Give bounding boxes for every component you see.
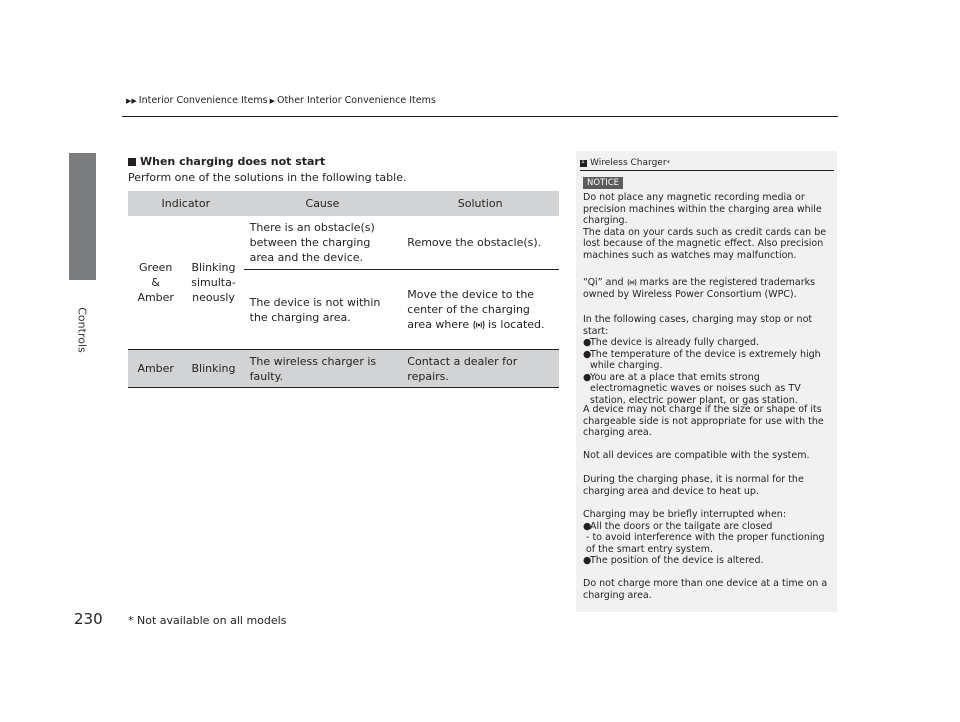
breadcrumb-arrow-icon: ▶▶	[126, 96, 137, 105]
header-cause: Cause	[244, 191, 402, 216]
cause-cell: The device is not within the charging area.	[249, 295, 381, 324]
compatibility-note: Not all devices are compatible with the system.	[583, 450, 810, 461]
cause-cell: The wireless charger is faulty.	[244, 350, 402, 388]
table-row	[128, 216, 559, 270]
square-bullet-icon	[128, 158, 136, 166]
solution-cell: Move the device to the center of the charging area where is located.	[407, 288, 545, 331]
section-title: When charging does not start	[140, 155, 326, 168]
size-note: A device may not charge if the size or shape of its chargeable side is not appropriate for use with the charging area.	[583, 404, 824, 438]
page-number: 230	[74, 610, 103, 628]
section-intro: Perform one of the solutions in the following table.	[128, 171, 407, 184]
sidebar-heading: 1 Wireless Charger *	[580, 158, 670, 168]
solutions-table	[128, 191, 559, 388]
qi-mark-icon	[627, 277, 637, 288]
interruption-list: Charging may be briefly interrupted when: ● All the doors or the tailgate are closed - to avoid interference with the proper functioning of the smart entry system. ● The position of the device is altered.	[583, 509, 833, 567]
header-divider	[122, 116, 838, 117]
section-heading	[128, 155, 325, 168]
sidebar-divider	[580, 170, 834, 171]
header-indicator: Indicator	[128, 191, 244, 216]
reference-marker-icon	[580, 160, 587, 167]
list-item: ● You are at a place that emits strong electromagnetic waves or noises such as TV station, electric power plant, or gas station.	[583, 371, 801, 406]
breadcrumb	[124, 95, 436, 106]
cause-cell: There is an obstacle(s) between the charging area and the device.	[244, 216, 402, 270]
breadcrumb-item-interior[interactable]: Interior Convenience Items	[138, 95, 268, 106]
list-item: ● The position of the device is altered.	[583, 555, 764, 566]
solution-cell: Remove the obstacle(s).	[401, 216, 559, 270]
charging-stop-list: In the following cases, charging may stop or not start: ● The device is already fully charged. ● The temperature of the device is extremely high while charging. ● You are at a place that emits strong electromagnetic waves or noises such as TV station, electric power plant, or gas station.	[583, 314, 833, 406]
list-item: ● The device is already fully charged.	[583, 337, 760, 348]
table-header-row	[128, 191, 559, 216]
indicator-color-cell: Amber	[128, 350, 183, 388]
list-item: ● All the doors or the tailgate are closed	[583, 520, 773, 532]
chapter-label: Controls	[75, 307, 89, 353]
breadcrumb-arrow-icon: ▶	[269, 96, 275, 105]
notice-text: Do not place any magnetic recording media or precision machines within the charging area while charging. The data on your cards such as credit cards can be lost because of the magnetic effect. Also precision machines such as watches may malfunction.	[583, 192, 827, 261]
list-item: ● The temperature of the device is extremely high while charging.	[583, 348, 821, 371]
heat-note: During the charging phase, it is normal for the charging area and device to heat up.	[583, 474, 804, 497]
chapter-side-tab	[69, 153, 96, 280]
breadcrumb-item-other[interactable]: Other Interior Convenience Items	[276, 95, 436, 106]
footnote: * Not available on all models	[128, 614, 287, 627]
indicator-state-cell: Blinking	[183, 350, 243, 388]
qi-mark-icon	[473, 318, 485, 332]
header-solution: Solution	[401, 191, 559, 216]
trademark-note: “Qi” and marks are the registered trademarks owned by Wireless Power Consortium (WPC).	[583, 277, 816, 300]
notice-badge: NOTICE	[583, 177, 623, 189]
solution-cell: Contact a dealer for repairs.	[401, 350, 559, 388]
indicator-state-cell: Blinking simulta- neously	[191, 261, 236, 304]
table-row	[128, 350, 559, 388]
multi-device-note: Do not charge more than one device at a time on a charging area.	[583, 578, 828, 601]
indicator-color-cell: Green & Amber	[137, 261, 174, 304]
